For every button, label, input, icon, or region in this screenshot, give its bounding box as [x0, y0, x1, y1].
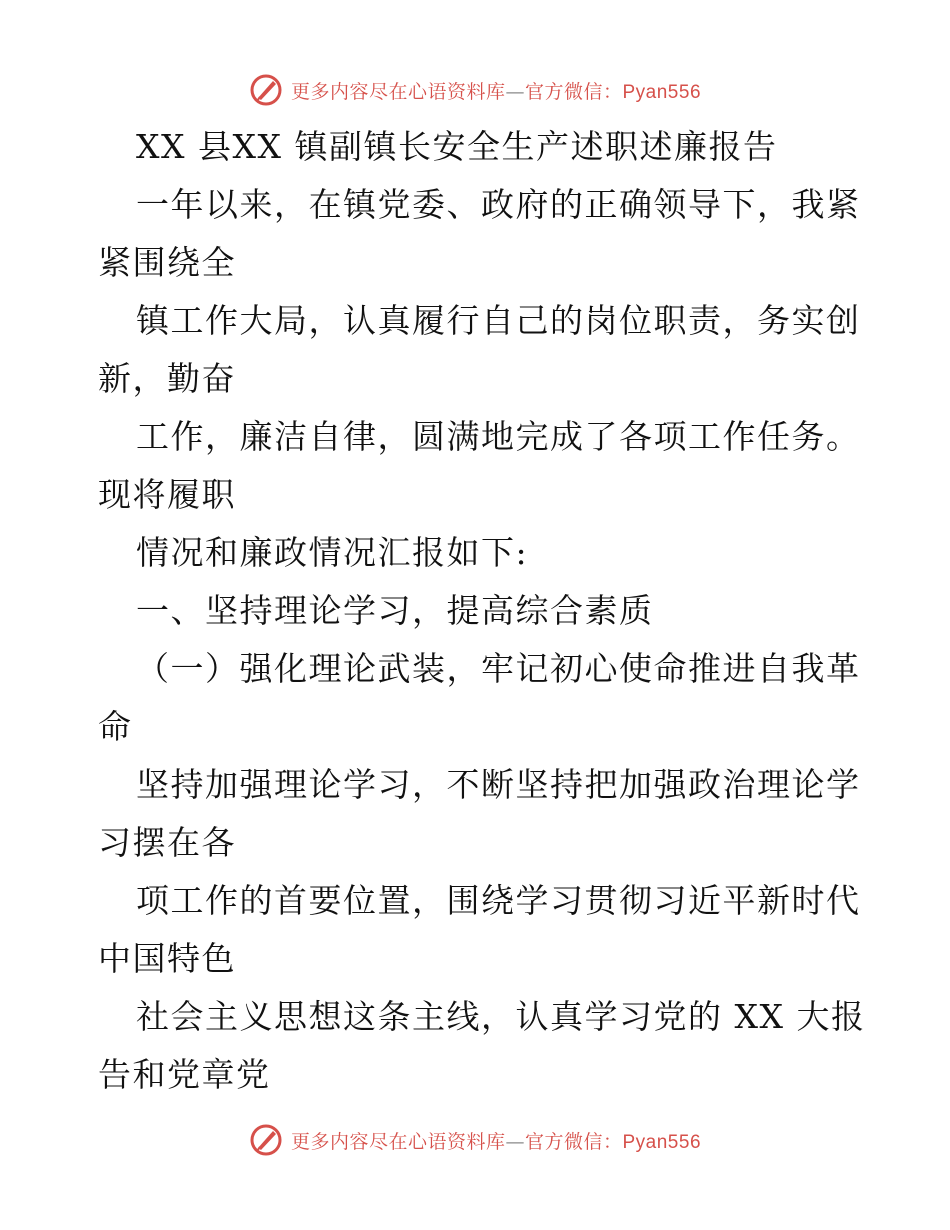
paragraph-line: 新，勤奋	[98, 359, 236, 398]
paragraph-line: 坚持加强理论学习，不断坚持把加强政治理论学	[136, 765, 861, 804]
watermark-wechat-id: Pyan556	[622, 1131, 702, 1153]
subsection-heading: （一）强化理论武装，牢记初心使命推进自我革	[136, 649, 861, 688]
watermark-wechat-id: Pyan556	[622, 81, 702, 103]
section-heading: 一、坚持理论学习，提高综合素质	[136, 591, 654, 630]
quill-pen-logo-icon	[249, 73, 283, 107]
watermark-wechat-label: 官方微信：	[524, 1130, 623, 1153]
paragraph-line: 项工作的首要位置，围绕学习贯彻习近平新时代	[136, 881, 861, 920]
paragraph-line: 镇工作大局，认真履行自己的岗位职责，务实创	[136, 301, 861, 340]
paragraph-line: 社会主义思想这条主线，认真学习党的 XX 大报	[136, 997, 866, 1036]
watermark-dash: —	[505, 80, 525, 103]
paragraph-line: 紧围绕全	[98, 243, 236, 282]
paragraph-line: 中国特色	[98, 939, 236, 978]
header-watermark	[0, 70, 950, 110]
document-title: XX 县XX 镇副镇长安全生产述职述廉报告	[136, 127, 778, 166]
paragraph-line: 现将履职	[98, 475, 236, 514]
paragraph-line: 一年以来，在镇党委、政府的正确领导下，我紧	[136, 185, 861, 224]
watermark-brand: 更多内容尽在心语资料库	[290, 80, 506, 103]
document-body	[98, 118, 866, 1104]
subsection-heading-continued: 命	[98, 707, 133, 746]
paragraph-line: 告和党章党	[98, 1055, 271, 1094]
watermark-dash: —	[505, 1130, 525, 1153]
paragraph-line: 情况和廉政情况汇报如下:	[136, 533, 529, 572]
watermark-brand: 更多内容尽在心语资料库	[290, 1130, 506, 1153]
quill-pen-logo-icon	[249, 1123, 283, 1157]
paragraph-line: 工作，廉洁自律，圆满地完成了各项工作任务。	[136, 417, 861, 456]
footer-watermark	[0, 1120, 950, 1160]
paragraph-line: 习摆在各	[98, 823, 236, 862]
watermark-wechat-label: 官方微信：	[524, 80, 623, 103]
